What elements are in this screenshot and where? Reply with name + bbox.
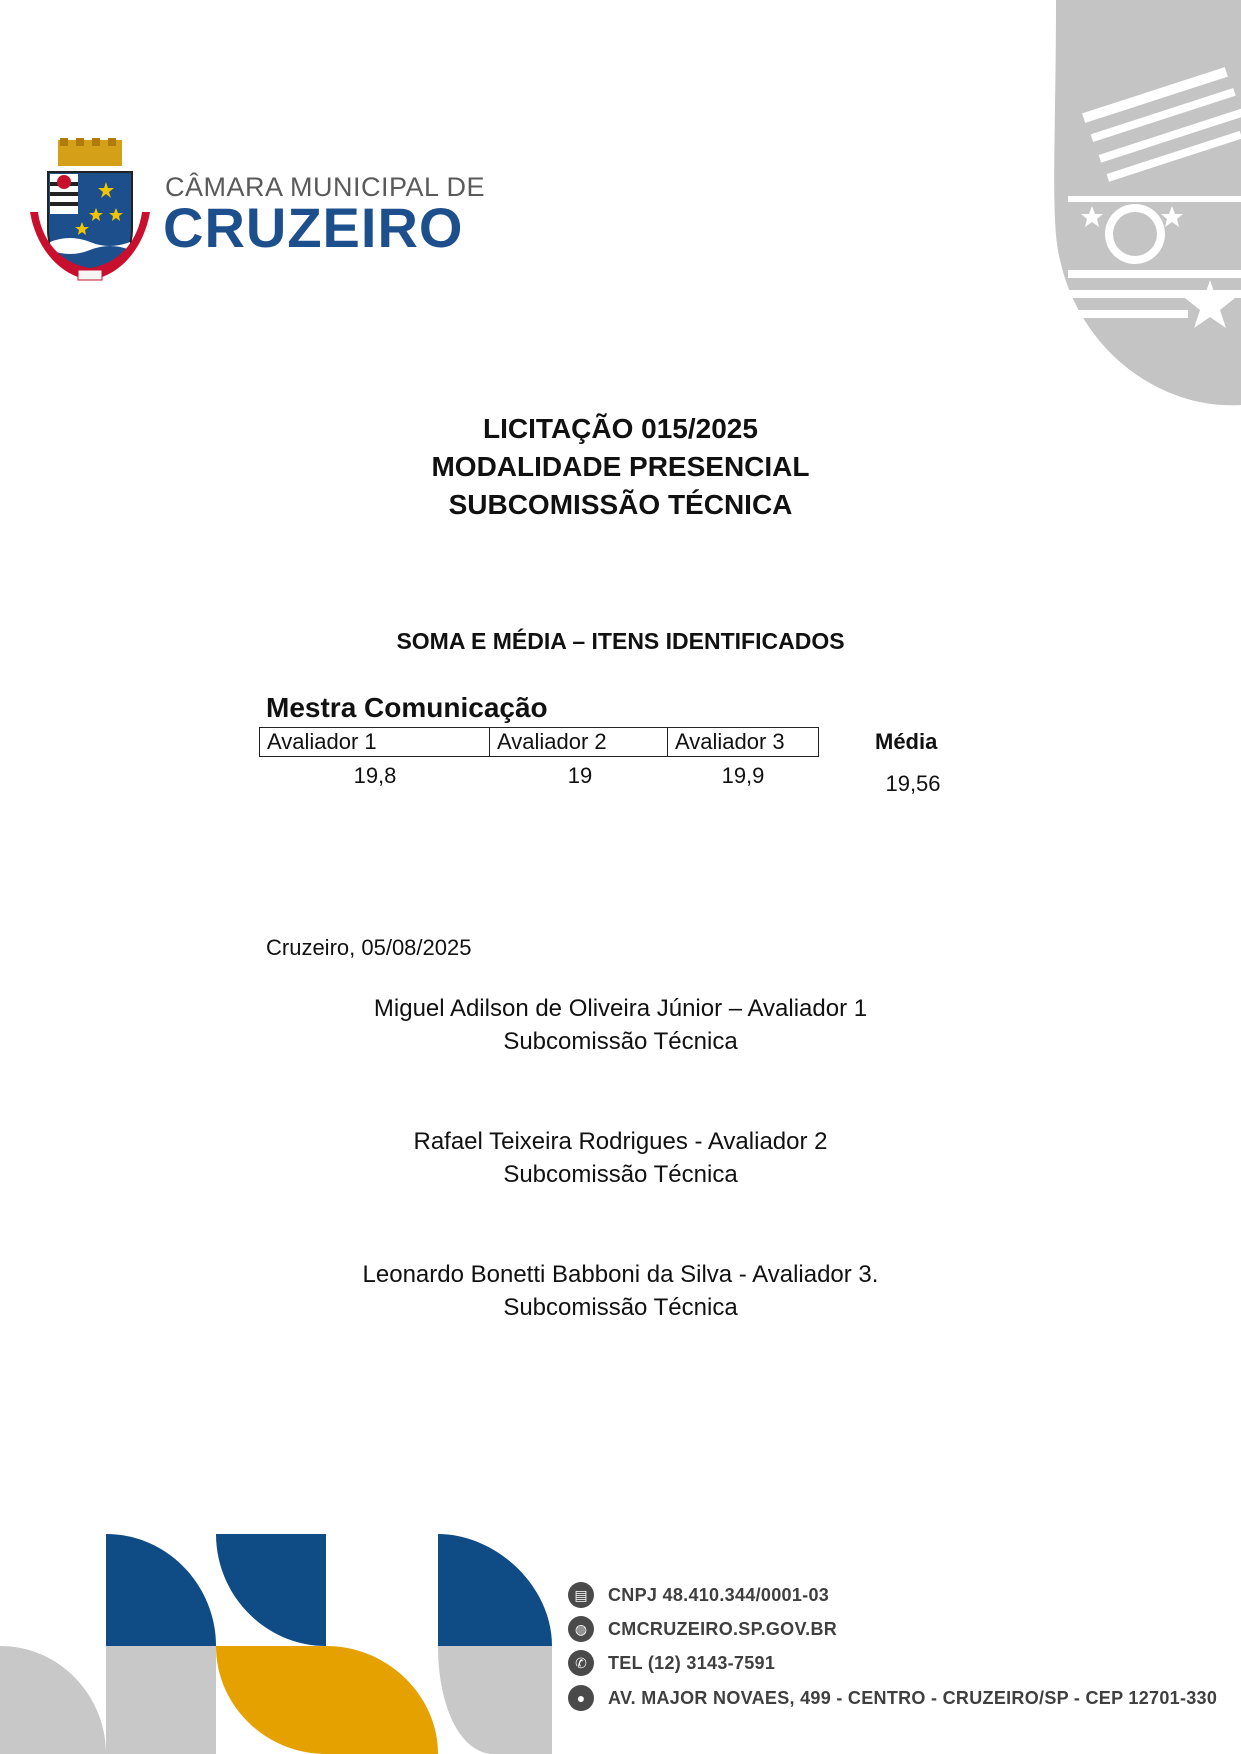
document-icon: ▤ [568,1582,594,1608]
evaluation-table-header [259,727,819,757]
phone-icon: ✆ [568,1650,594,1676]
org-name-line2: CRUZEIRO [163,196,464,259]
table-value-cell: 19,8 [353,763,397,788]
table-header-cell: Avaliador 3 [675,729,785,754]
document-committee: SUBCOMISSÃO TÉCNICA [448,489,793,520]
media-label: Média [875,729,938,754]
table-value-cell: 19,9 [721,763,765,788]
company-name: Mestra Comunicação [266,692,548,723]
contact-phone [568,1650,775,1676]
document-title: LICITAÇÃO 015/2025 [483,413,758,444]
org-name-line1: CÂMARA MUNICIPAL DE [165,172,486,202]
contact-address [568,1685,1217,1711]
document-modality: MODALIDADE PRESENCIAL [431,451,810,482]
media-value: 19,56 [885,771,941,796]
contact-cnpj [568,1582,829,1608]
contact-text: CNPJ 48.410.344/0001-03 [608,1584,830,1605]
contact-text: TEL (12) 3143-7591 [608,1652,776,1673]
table-header-cell: Avaliador 1 [260,728,490,756]
globe-icon: ◍ [568,1616,594,1642]
contact-text[interactable]: CMCRUZEIRO.SP.GOV.BR [608,1618,838,1639]
signatory-role: Subcomissão Técnica [503,1161,738,1188]
footer-decoration-icon [0,1530,552,1754]
signatory-name: Leonardo Bonetti Babboni da Silva - Avaliador 3. [362,1261,879,1288]
watermark-crest-icon [1040,0,1241,410]
section-subtitle: SOMA E MÉDIA – ITENS IDENTIFICADOS [396,628,845,654]
table-value-cell: 19 [567,763,593,788]
signatory-name: Miguel Adilson de Oliveira Júnior – Avaliador 1 [373,995,868,1022]
place-date: Cruzeiro, 05/08/2025 [266,935,472,960]
signatory-name: Rafael Teixeira Rodrigues - Avaliador 2 [413,1128,828,1155]
table-header-cell: Avaliador 2 [490,728,668,756]
signatory-role: Subcomissão Técnica [503,1028,738,1055]
signatory-role: Subcomissão Técnica [503,1294,738,1321]
city-crest-icon [30,138,150,284]
contact-website[interactable] [568,1616,837,1642]
location-pin-icon: ● [568,1685,594,1711]
contact-text: AV. MAJOR NOVAES, 499 - CENTRO - CRUZEIRO/SP - CEP 12701-330 [608,1687,1218,1708]
